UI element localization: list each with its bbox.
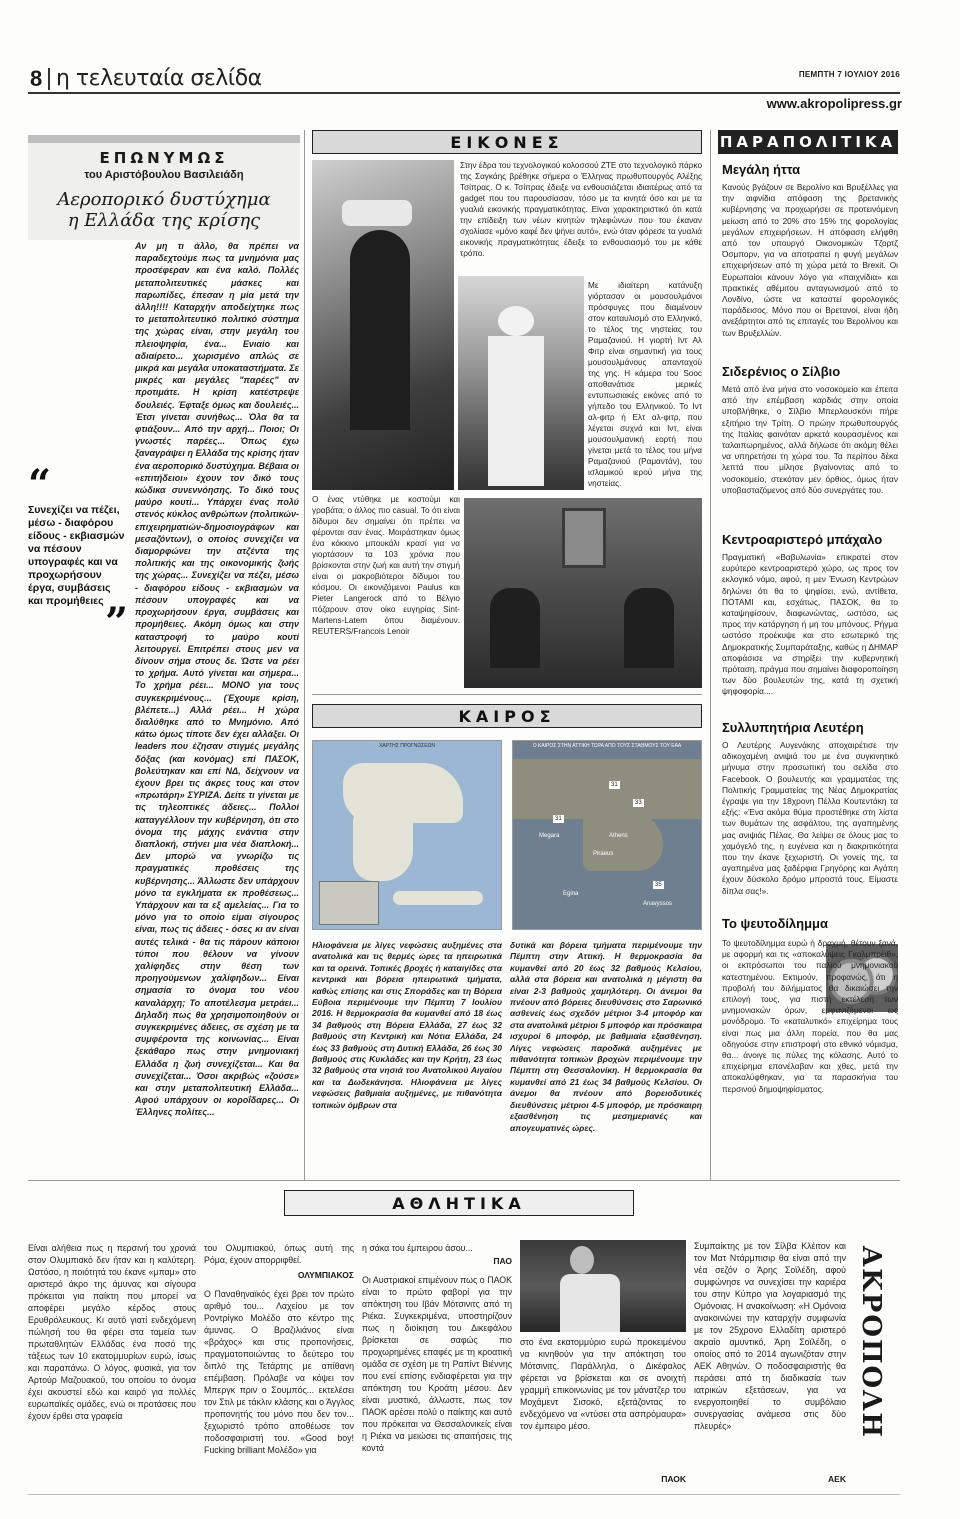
page-number: 8	[30, 66, 43, 91]
header-divider	[48, 68, 50, 90]
parapolitika-text-1: Κανούς βγάζουν σε Βερολίνο και Βρυξέλλες για την αιφνίδια απόφαση της βρετανικής κυβέρνησης να προχωρήσει σε προτεινόμενη μείωση από το 20% στο 15% της φορολογίας μεγάλων επιχειρήσεων. Η απόφαση ελήφθη από τον υπουργό Οικονομικών Τζορτζ Όσμπορν, για να αποτραπεί η φυγή μεγάλων επιχειρήσεων από τη χώρα μετά το Brexit. Οι Ευρωπαίοι κάνουν λόγο για «παιχνίδια» και πρακτικές αθέμιτου ανταγωνισμού από το Λονδίνο, ώστε να καταστεί φορολογικός παράδεισος. Μόνο που οι Βρετανοί, είναι ήδη ανεξάρτητοι από τις επιταγές του Βερολίνου και των Βρυξελλών.	[722, 182, 898, 338]
page-bottom-rule	[28, 1494, 900, 1495]
sports-col-4: στο ένα εκατομμύριο ευρώ προκειμένου να κινηθούν για την απόκτηση του Μότσινιτς. Παράλληλα, ο Δικέφαλος φέρεται να βρίσκεται και σε ανοιχτή γραμμή επικοινωνίας με τον μάνατζερ του Μοχάμεντ Σισοκό, εξετάζοντας το ενδεχόμενο να «ντύσει στα ασπρόμαυρα» τον έμπειρο μέσο.	[520, 1337, 686, 1431]
eikones-caption-1: Στην έδρα του τεχνολογικού κολοσσού ΖΤΕ στο τεχνολογικό πάρκο της Σαγκάης βρέθηκε σήμερα ο Έλληνας πρωθυπουργός Αλέξης Τσίπρας. Ο κ. Τσίπρας έδειξε να ενθουσιάζεται ιδιαιτέρως από τα gadget που του παρουσίασαν, τόσο με τα κινητά όσο και με τα γυαλιά εικονικής πραγματικότητας. Είναι χαρακτηριστικό ότι κατά την επίδειξη των νέων κινητών τηλεφώνων που του έκαναν σχολίασε «μόνο καφέ δεν ψήνει αυτό», ενώ όταν φόρεσε τα γυαλιά εικονικής πραγματικότητας έδειξε το ενθουσιασμό του με κάθε τρόπο.	[460, 161, 702, 258]
map-label-athens: Athens	[609, 833, 628, 839]
parapolitika-title-3: Κεντροαριστερό μπάχαλο	[722, 532, 883, 547]
eponymos-kicker: ΕΠΩΝΥΜΩΣ	[99, 149, 229, 167]
section-name: η τελευταία σελίδα	[56, 66, 262, 91]
sports-sig-olympiakos: ΟΛΥΜΠΙΑΚΟΣ	[297, 1270, 354, 1280]
map1-title: ΧΑΡΤΗΣ ΠΡΟΓΝΩΣΕΩΝ	[379, 743, 435, 749]
eikones-caption-3: Ο ένας ντύθηκε με κοστούμι και γραβάτα, ο άλλος πιο casual. Το ότι είναι δίδυμοι δεν σημαίνει ότι πρέπει να φέρονται σαν ένας. Μοιράστηκαν όμως ένα κόκκινο μπουκάλι κρασί για να γιορτάσουν τα 103 χρόνια που βρίσκονται στην ζωή και αυτή την στιγμή είναι οι μακροβιότεροι δίδυμοι του κόσμου. Οι εικονιζόμενοι Paulus και Pieter Langerock από το Βέλγιο πόζαρουν στον οίκο ευγηρίας Sint-Martens-Latem όπου διαμένουν. REUTERS/Francois Lenoir	[312, 495, 460, 636]
parapolitika-text-3: Πραγματική «Βαβυλωνία» επικρατεί στον ευρύτερο κεντροαριστερό χώρο, ως προς τον εκλογικό νόμο, αφού, η μεν Ένωση Κεντρώων δηλώνει ότι θα το ψηφίσει, ενώ, αντίθετα, ΠΟΤΑΜΙ και, εσχάτως, ΠΑΣΟΚ, θα το καταψηφίσουν, διαφωνώντας, ωστόσο, ως προς την κατάργηση ή μη του μπόνους. Ρήγμα ωστόσο προέκυψε και στο εσωτερικό της Δημοκρατικής Συμπαράταξης, καθώς η ΔΗΜΑΡ αποφάσισε να στηρίξει την κυβερνητική πρόταση, πράγμα που σημαίνει διαφοροποίηση των δύο βουλευτών της, κατά τη σχετική ψηφοφορία....	[722, 552, 898, 697]
map-label-megara: Megara	[539, 833, 560, 839]
column-divider-2	[710, 130, 711, 1180]
photo-twins	[464, 498, 702, 688]
eponymos-headline-2: η Ελλάδα της κρίσης	[67, 210, 261, 231]
parapolitika-title-2: Σιδερένιος ο Σίλβιο	[722, 364, 841, 379]
photo-tsipras-vr	[312, 160, 454, 490]
header-rule	[28, 92, 900, 94]
map2-title: Ο ΚΑΙΡΟΣ ΣΤΗΝ ΑΤΤΙΚΗ ΤΩΡΑ ΑΠΟ ΤΟΥΣ ΣΤΑΘΜΟΥΣ ΤΟΥ ΕΑΑ	[532, 743, 682, 749]
sports-col-5: Συμπαίκτης με τον Σίλβα Κλέιτον και τον Ματ Ντάρμπισιρ θα είναι από την νέα σεζόν ο Άρης Σοϊλέδη, αφού συμφώνησε να συνεχίσει την καριέρα του στην Κύπρο για λογαριασμό της Ομόνοιας. Η ανακοίνωση: «Η Ομόνοια ανακοινώνει την καταρχήν συμφωνία με τον 25χρονο Ελλαδίτη αριστερό ακραίο αμυντικό, Άρη Σοϊλέδη, ο οποίος από το 2014 αγωνιζόταν στην ΑΕΚ Αθηνών. Ο ποδοσφαιριστής θα περάσει από τη διαδικασία των ιατρικών εξετάσεων, για να ενεργοποιηθεί το συμβόλαιο συνεργασίας ανάμεσα στις δύο πλευρές»	[694, 1241, 846, 1431]
weather-map-attica	[512, 740, 702, 930]
parapolitika-text-5: Το ψευτοδίλημμα ευρώ ή δραχμή, θέτουν ξανά, με αφορμή και τις «αποκαλύψεις Γκαλμπρέιθ», οι εκπρόσωποι του παλιού μνημονιακού κατεστημένου. Εκτιμούν, προφανώς, ότι η προβολή του διλήμματος θα δικαιώσει την επιλογή τους, για πιστή εκτέλεση των μνημονιακών όρων, εμφανιζόμενοι ως μονόδρομο. Το «καταλυτικό» επιχείρημα τους είναι πως μια άλλη πορεία, που θα μας οδηγούσε στην επιστροφή στο εθνικό νόμισμα, θα... άνοιγε τις πύλες της κόλασης. Αυτό το επιχείρημα επανέλαβαν και χθες, μετά την αποκαλύφθηκαν, για τα παρασκήνια του περσινού δημοψηφίσματος.	[722, 938, 898, 1094]
sports-col-2a: του Ολυμπιακού, όπως αυτή της Ρόμα, έχουν απορριφθεί.	[204, 1243, 354, 1265]
parapolitika-title-5: Το ψευτοδίλημμα	[722, 916, 829, 931]
kairos-forecast-right: δυτικά και βόρεια τμήματα περιμένουμε την Πέμπτη στην Αττική. Η θερμοκρασία θα κυμανθεί από 20 έως 32 βαθμούς Κελσίου, αλλά στα βόρεια και ανατολικά η μέγιστη θα είναι 2-3 βαθμούς χαμηλότερη. Οι άνεμοι θα πνέουν από βόρειες διευθύνσεις στο Σαρωνικό ασθενείς έως σχεδόν μέτριοι 3-4 μποφόρ και στα ανατολικά μέτριοι 5 μποφόρ και πρόσκαιρα ισχυροί 6 μποφόρ, με βαθμιαία εξασθένηση. Λίγες νεφώσεις παροδικά αυξημένες με πιθανότητα τοπικών βροχών περιμένουμε την Πέμπτη στη Θεσσαλονίκη. Η θερμοκρασία θα κυμανθεί από 21 έως 34 βαθμούς Κελσίου. Οι άνεμοι θα πνέουν από βορειοδυτικές διευθύνσεις μέτριοι 4-5 μποφόρ, με πρόσκαιρη εξασθένηση τις μεσημεριανές και απογευματινές ώρες.	[510, 940, 702, 1133]
eponymos-headline-1: Αεροπορικό δυστύχημα	[57, 189, 271, 210]
sports-col-2b: Ο Παναθηναϊκός έχει βρει τον πρώτο αριθμό του... Λαχείου με τον Ροντρίγκο Μολέδο στο κέντρο της άμυνας. Ο Βραζιλιάνος είναι «βράχος» και στις προπονήσεις, πραγματοποιώντας το δεύτερο του διπλό της Τετάρτης με απίθανη επέμβαση. Πρόλαβε να κόψει τον Μπεργκ πριν ο Σουμπός... εκτελέσει τον Στιλ με τάκλιν κλάσης και ο Άγγλος προπονητής του μόνο που δεν τον... ξεχωριστό τρόπο αποθέωσε τον ποδοσφαιριστή του. «Good boy! Fucking brilliant Μολέδο» για	[204, 1289, 354, 1455]
parapolitika-text-2: Μετά από ένα μήνα στο νοσοκομείο και έπειτα από την επέμβαση καρδιάς στην οποία υποβλήθηκε, ο Σίλβιο Μπερλουσκόνι πήρε εξιτήριο την Τρίτη. Ο πρώην πρωθυπουργός της Ιταλίας φαινόταν αρκετά κουρασμένος και ταλαιπωρημένος, αλλά δήλωσε ότι ακόμη θέλει να υπηρετήσει τη χώρα του. Τα περίπου δέκα λεπτά που μίλησε βγαίνοντας από το νοσοκομείο, στεκόταν μεν όρθιος, όμως ήταν υποβασταζόμενος από δύο συνεργάτες του.	[722, 384, 898, 495]
eponymos-pull-quote	[28, 461, 128, 646]
eikones-bottom-rule	[312, 694, 702, 695]
sports-sig-aek: ΑΕΚ	[828, 1474, 846, 1484]
sports-col-1: Είναι αλήθεια πως η περσινή του χρονιά στον Ολυμπιακό δεν ήταν και η καλύτερη. Ωστόσο, η ποιότητά του έκανε «μπαμ» στο αριστερό άκρο της άμυνας και σίγουρα πρόκειται για παίκτη που μπορεί να αποφέρει μεγάλο κέρδος στους Ερυθρόλευκους. Κι αυτό γιατί ενδεχόμενη πώλησή του θα φέρει στα ταμεία των πρωταθλητών Ελλάδας ένα ποσό της τάξεως των 10 εκατομμυρίων ευρώ, ίσως και παραπάνω. Ο λόγος, φυσικά, για τον Αρτούρ Μαζουακού, του οποίου το όνομα έχει ακουστεί εδώ και καιρό για πολλές ευρωπαϊκές ομάδες, ενώ οι προτάσεις που έχουν έρθει στα γραφεία	[28, 1243, 196, 1421]
sports-col-3b: Οι Αυστριακοί επιμένουν πως ο ΠΑΟΚ είναι το πρώτο φαβορί για την απόκτηση του Ιβάν Μότσινιτς από τη Ριέκα. Συγκεκριμένα, υποστηρίζουν πως η διοίκηση του Δικεφάλου βρίσκεται σε σαφώς πιο προχωρημένες επαφές με τη κροατική ομάδα σε σχέση με τη Ραπίντ Βιέννης που ενεί επίσης ενδιαφέρεται για την απόκτηση του Κροάτη μέσου. Δεν είναι μυστικό, άλλωστε, πως τον ΠΑΟΚ αρέσει πολύ ο παίκτης και αυτό που πρόκειται να Θεσσαλονικείς είναι η Ριέκα να μειώσει τις απαιτήσεις της κοντά	[362, 1275, 512, 1453]
map-label-anavyssos: Anavyssos	[643, 901, 673, 907]
sports-sig-paok: ΠΑΟΚ	[661, 1474, 686, 1484]
column-divider-1	[304, 130, 305, 1180]
parapolitika-title-4: Συλλυπητήρια Λευτέρη	[722, 720, 864, 735]
map-temp-athens: 31	[611, 782, 618, 788]
weather-map-greece	[312, 740, 502, 930]
eponymos-byline: του Αριστόβουλου Βασιλειάδη	[84, 169, 244, 181]
akropoli-brand: ΑΚΡΟΠΟΛΗ	[856, 1246, 886, 1439]
eponymos-body: Αν μη τι άλλο, θα πρέπει να παραδεχτούμε πως τα μνημόνια μας προσέφεραν και ένα καλό. Πολλές μεταπολιτευτικές μάσκες και παρωπίδες, έπεσαν η μία μετά την άλλη!!!! Καταρχήν αποδείχτηκε πως το μεταπολιτευτικό πολιτικό σύστημα της χώρας είναι, στην μεγάλη του πλειοψηφία, ένα... Ενιαίο και αδιαίρετο... χωρισμένο απλώς σε μικρά και μεγάλα υποκαταστήματα. Σε μικρές και μεγάλες "παρέες" αν προτιμάτε. Η κρίση κατέστρεψε δουλειές. Έφταξε όμως και δουλειές... Έτσι γίνεται συνήθως... Όλα θα τα φτιάξουν... Από την αρχή... Ποιοι; Οι γνωστές παρέες... Όπως έχω ξαναγράψει η Ελλάδα της κρίσης ήταν ένα αεροπορικό δυστύχημα. Βέβαια οι «επιτήδειοι» έχουν τον δικό τους κώδικα συνεννόησης. Το δικό τους μαύρο κουτί... Υπάρχει ένας πολύ στενός κύκλος ανθρώπων (πολιτικών-επιχειρηματιών-δημοσιογράφων και μεσαζόντων), ο οποίος συνεχίζει να διαμορφώνει την ατζέντα της πολιτικής και της οικονομικής ζωής της χώρας... Συνεχίζει να πέζει, μέσω - διαφόρου είδους - εκβιασμών να πέσουν υπογραφές και να προχωρήσουν έργα, συμβάσεις και προμήθειες. Ακόμη όμως και στην καταστροφή το μαύρο κουτί λειτουργεί. Επιτρέπει στους μεν να δίνουν σήμα στους δε. Ώστε να ρέει το χρήμα. Αυτό γίνεται και σήμερα... Το χρήμα ρέει... ΜΟΝΟ για τους συγκεκριμένους... (Έχουμε κρίση, βλέπετε...) Αλλά ρέει... Η χώρα διαλύθηκε από το Μνημόνιο. Από κάτω όμως τίποτε δεν έχει αλλάξει. Οι leaders που έζησαν στιγμές μεγάλης δόξας (και κονόμας) επί ΠΑΣΟΚ, βολεύτηκαν και επί ΝΔ, δείχνουν να έχουν βρει τις άκρες τους και στον «πρωτάρη» ΣΥΡΙΖΑ. Δείτε τι γίνεται με τις τηλεοπτικές άδειες... Πολλοί καταγγέλλουν την κυβέρνηση, ότι στο όνομα της μάχης ενάντια στην διαπλοκή, στήνει μια νέα διαπλοκή... Δεν μπορώ να γνωρίζω τις πραγματικές προθέσεις της κυβέρνησης... Άλλωστε δεν υπάρχουν μόνο τα εγκλήματα εκ προθέσεως... Υπάρχουν και τα εξ αμελείας... Για το μόνο για το οποίο είμαι σίγουρος είναι, πως τις άδειες - όσες κι αν είναι αυτές τελικά - θα τις πάρουν κάποιοι τύποι που θέλουν να γίνουν χαλίφηδες στην θέση των προηγούμενων χαλίφηδων... Είναι σημασία το όνομα του νέου καναλάρχη; Το αποτέλεσμα μετράει... Δηλαδή πως θα χρησιμοποιηθούν οι συγκεκριμένες άδειες, σε σχέση με τα συμφέροντα της κοινωνίας... Είναι ξεκάθαρο πως στην μνημονιακή Ελλάδα η ζωή συνεχίζεται... Και θα συνεχίζεται... Όσοι ακριβώς «ζούσε» και στην μεταπολιτευτική Ελλάδα... Αφού υπάρχουν οι κοροΐδαρες... Οι Έλληνες πολίτες...	[135, 241, 299, 1118]
map-label-egina: Egina	[563, 891, 579, 897]
website-link[interactable]: www.akropolipress.gr	[766, 96, 902, 111]
map-temp-piraeus: 33	[635, 800, 642, 806]
parapolitika-text-4: Ο Λευτέρης Αυγενάκης αποχαιρέτισε την αδικοχαμένη ανιψιά του με ένα συγκινητικό μήνυμα στην προσωπική του σελίδα στο Facebook. Ο βουλευτής και γραμματέας της Πολιτικής Γραμματείας της Νέας Δημοκρατίας έγραψε για την 18χρονη Πέλλα Κουτεντάκη τα εξής: «Ένα ακόμα θύμα προστέθηκε στη λίστα των θυμάτων της ασφάλτου, της αγαπημένης μας ανιψιάς Πέλας. Θα λείψει σε όλους μας το χαμόγελό της, η ευγένεια και η διακριτικότητα που την έκανε ξεχωριστή. Οι γονείς της, τα αγαπημένα μας ξαδέρφια Γρηγόρης και Αγάπη έχουν δύσκολο δρόμο μπροστά τους. Είμαστε δίπλα σας!».	[722, 740, 898, 896]
parapolitika-banner: ΠΑΡΑΠΟΛΙΤΙΚΑ	[718, 130, 898, 154]
photo-ramadan	[458, 276, 584, 490]
kairos-banner: ΚΑΙΡΟΣ	[312, 704, 702, 728]
athlitika-banner: ΑΘΛΗΤΙΚΑ	[284, 1190, 634, 1216]
issue-date: ΠΕΜΠΤΗ 7 ΙΟΥΛΙΟΥ 2016	[798, 70, 900, 79]
quote-open-icon: “	[28, 461, 52, 508]
sports-sig-pao: ΠΑΟ	[493, 1256, 512, 1266]
map-label-piraeus: Piraeus	[593, 851, 614, 857]
map-temp-megara: 31	[555, 816, 562, 822]
sports-col-3a: η σάκα του έμπειρου άσου...	[362, 1243, 473, 1253]
parapolitika-title-1: Μεγάλη ήττα	[722, 162, 801, 177]
pull-quote-text: Συνεχίζει να πέζει, μέσω - διαφόρου είδους - εκβιασμών να πέσουν υπογραφές και να προχωρήσουν έργα, συμβάσεις και προμήθειες	[28, 504, 125, 607]
kairos-forecast-left: Ηλιοφάνεια με λίγες νεφώσεις αυξημένες στα ανατολικά και τις θερμές ώρες τα ηπειρωτικά και τα ορεινά. Τοπικές βροχές ή καταιγίδες στα κεντρικά και βόρεια ηπειρωτικά τμήματα, καθώς επίσης και στις Σποράδες και τη Βόρεια Εύβοια περιμένουμε την Πέμπτη 7 Ιουλίου 2016. Η θερμοκρασία θα κυμανθεί από 18 έως 34 βαθμούς στη Βόρεια Ελλάδα, 27 έως 32 βαθμούς στη Κεντρική και Νότια Ελλάδα, 24 έως 33 βαθμούς στη Δυτική Ελλάδα, 26 έως 30 βαθμούς στις Κυκλάδες και την Κρήτη, 23 έως 32 βαθμούς στα νησιά του Ανατολικού Αιγαίου και τα Δωδεκάνησα. Ηλιοφάνεια με λίγες νεφώσεις βαθμιαία αυξημένες, με πιθανότητα τοπικών όμβρων στα	[312, 940, 502, 1110]
map-temp-anavyssos: 35	[655, 882, 662, 888]
sports-top-rule	[28, 1180, 900, 1181]
eikones-banner: ΕΙΚΟΝΕΣ	[312, 130, 702, 154]
eikones-caption-2: Με ιδιαίτερη κατάνυξη γιόρτασαν οι μουσουλμάνοι πρόσφυγες που διαμένουν στον καταυλισμό στο Ελληνικό, το τέλος της νηστείας του Ραμαζανιού. Η γιορτή Ιντ Αλ Φιτρ είναι σημαντική για τους μουσουλμάνους απανταχού της γης. Η κάμερα του Sooc αποθανάτισε μερικές εντυπωσιακές εικόνες από το γήπεδο του Ελληνικού. Το Ιντ αλ-φιτρ ή Ελτ αλ-φιτρ, που λέγεται συχνά και Ιντ, είναι μουσουλμανική εορτή που γίνεται μετά το τέλος του μήνα Ραμαζανιού (Ραμαντάν), του ισλαμικού ιερού μήνα της νηστείας.	[588, 281, 702, 488]
eponymos-header-box	[28, 135, 300, 240]
quote-close-icon: ”	[104, 599, 128, 646]
photo-footballer	[520, 1240, 686, 1332]
